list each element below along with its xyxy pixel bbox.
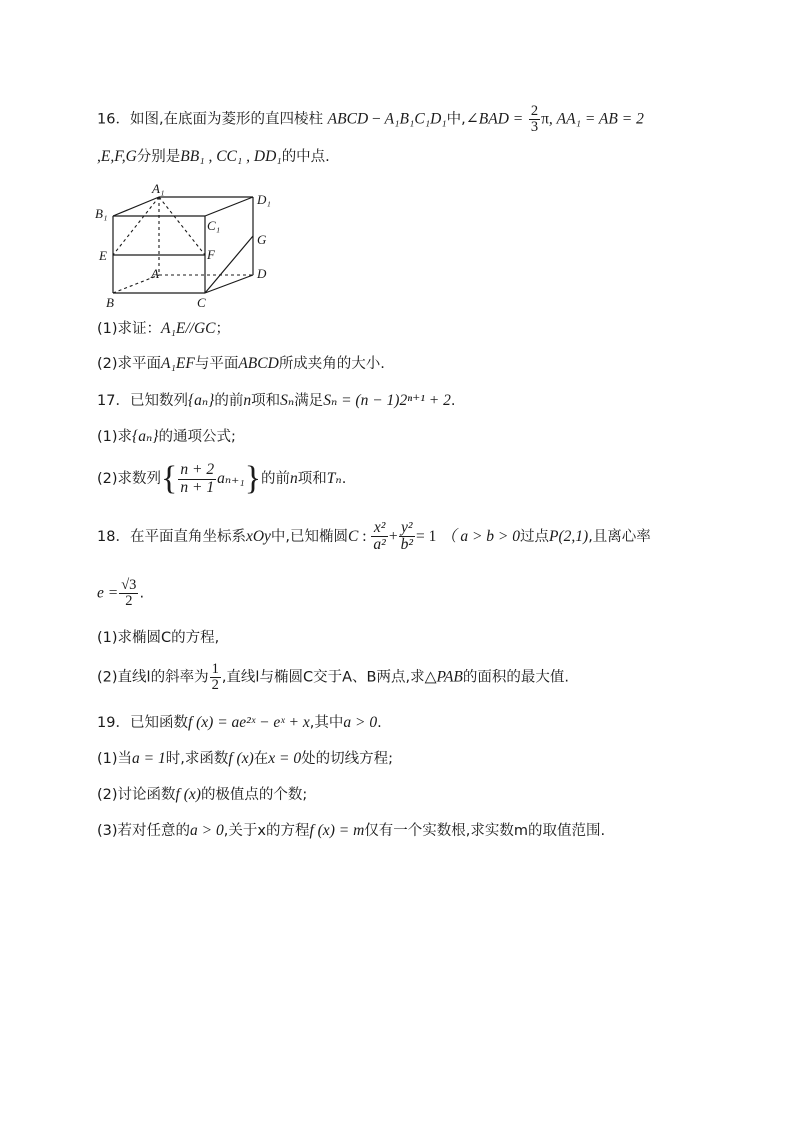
p19-line1: 19．已知函数f (x) = ae²ˣ − eˣ + x,其中a > 0. <box>97 714 382 731</box>
label-c: C <box>197 295 206 310</box>
p16-q1: (1)求证：A₁E//GC； <box>97 320 231 337</box>
hidden-a1-e <box>113 197 159 255</box>
label-e: E <box>99 248 107 263</box>
p18-q2: (2)直线l的斜率为 $\frac{1}{2}$ ,直线l与椭圆C交于A、B两点,求△PAB的面积的最大值. <box>97 661 570 694</box>
edge-b1-a1 <box>113 197 159 216</box>
p18-e-fraction: $\frac{√3}{2}$ <box>121 577 137 610</box>
p16-number: 16． <box>97 111 130 128</box>
p18-slope-fraction: $\frac{1}{2}$ <box>211 661 219 694</box>
label-b1: B₁ <box>95 206 108 221</box>
label-d1: D₁ <box>257 192 271 207</box>
p17-q1: (1)求{aₙ}的通项公式; <box>97 428 236 445</box>
label-b: B <box>106 295 114 310</box>
p17-number: 17． <box>97 393 130 409</box>
prism-figure <box>95 180 295 315</box>
p17-line1: 17．已知数列{aₙ}的前n项和Sₙ满足Sₙ = (n − 1)2ⁿ⁺¹ + 2. <box>97 392 456 409</box>
p17-fraction: $\frac{n + 2}{n + 1}$ <box>180 461 215 496</box>
p16-line1: 16．如图,在底面为菱形的直四棱柱 ABCD − A₁B₁C₁D₁中,∠BAD = $\frac{2}{3}$ π, AA₁ = AB = 2 <box>97 103 644 136</box>
p18-line2: e = $\frac{√3}{2}$ . <box>97 577 145 610</box>
p18-q1: (1)求椭圆C的方程, <box>97 630 220 646</box>
label-a1: A₁ <box>152 181 165 196</box>
hidden-a1-f <box>159 197 205 255</box>
label-f: F <box>207 247 215 262</box>
label-a: A <box>151 266 159 281</box>
p18-y-fraction: $\frac{\text{y²}}{\text{b²}}$ <box>400 519 413 554</box>
p18-number: 18． <box>97 528 130 545</box>
p17-q2: (2)求数列{ $\frac{n + 2}{n + 1}$ aₙ₊₁}的前n项和Tₙ. <box>97 460 347 497</box>
p16-q2: (2)求平面A₁EF与平面ABCD所成夹角的大小. <box>97 355 385 372</box>
label-c1: C₁ <box>207 218 221 233</box>
p19-q3: (3)若对任意的a > 0,关于x的方程f (x) = m仅有一个实数根,求实数m的取值范围. <box>97 822 606 839</box>
p19-q1: (1)当a = 1时,求函数f (x)在x = 0处的切线方程; <box>97 750 393 767</box>
p16-angle-fraction: $\frac{2}{3}$ <box>530 103 539 136</box>
p18-line1: 18．在平面直角坐标系xOy中,已知椭圆C : $\frac{\text{x²}}{\text{a²}}$ + $\frac{\text{y²}}{\text{b²}}$ = 1 （ a > b > 0过点P(2,1),且离心率 <box>97 519 651 554</box>
p19-q2: (2)讨论函数f (x)的极值点的个数; <box>97 786 308 803</box>
edge-c1-d1 <box>205 197 253 216</box>
p16-line2: ,E,F,G分别是BB₁ , CC₁ , DD₁的中点. <box>97 148 330 165</box>
label-g: G <box>257 232 267 247</box>
p18-x-fraction: $\frac{\text{x²}}{\text{a²}}$ <box>373 519 386 554</box>
label-d: D <box>257 266 267 281</box>
p19-number: 19． <box>97 715 130 731</box>
